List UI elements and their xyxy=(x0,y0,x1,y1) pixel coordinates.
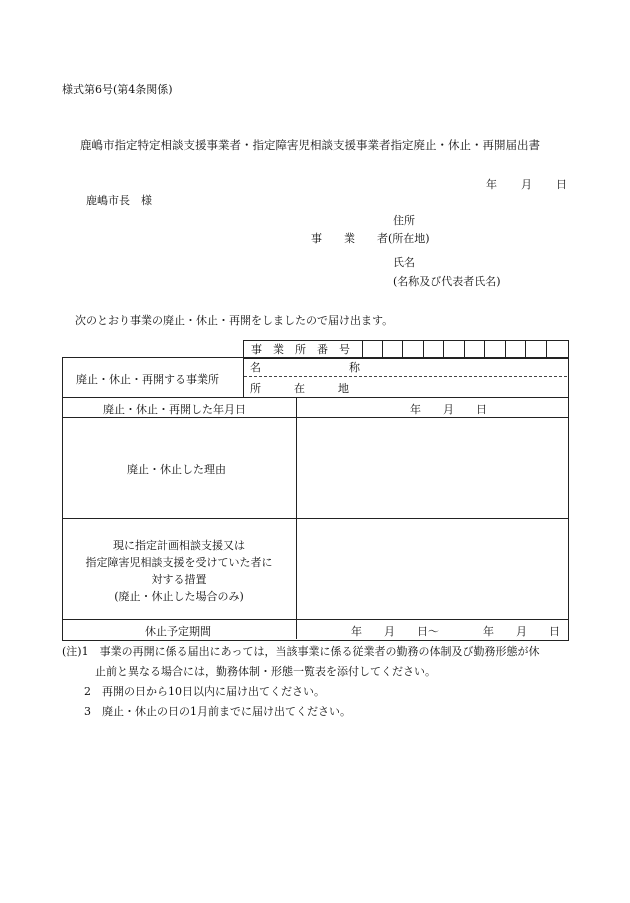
business-number-label: 事 業 所 番 号 xyxy=(251,343,350,356)
measures-line: 指定障害児相談支援を受けていた者に xyxy=(85,556,273,569)
addressee: 鹿嶋市長 様 xyxy=(86,194,152,207)
name-note: (名称及び代表者氏名) xyxy=(393,275,501,288)
submission-date xyxy=(486,176,567,192)
month-label: 月 xyxy=(521,178,532,191)
form-title: 鹿嶋市指定特定相談支援事業者・指定障害児相談支援事業者指定廃止・休止・再開届出書 xyxy=(80,138,540,152)
measures-line: 対する措置 xyxy=(151,573,207,586)
year-label: 年 xyxy=(486,178,497,191)
day-label: 日 xyxy=(556,178,567,191)
address-label: 住所 xyxy=(393,214,415,227)
note-line: 3 廃止・休止の日の1月前までに届け出てください。 xyxy=(62,705,351,718)
measures-line: (廃止・休止した場合のみ) xyxy=(114,590,244,603)
change-date-label: 廃止・休止・再開した年月日 xyxy=(103,403,246,416)
note-line: 2 再開の日から10日以内に届け出てください。 xyxy=(62,685,325,698)
notes xyxy=(62,642,539,722)
suspension-period-label: 休止予定期間 xyxy=(145,625,211,638)
business-operator-label: 事 業 者(所在地) xyxy=(311,232,430,245)
measures-line: 現に指定計画相談支援又は xyxy=(113,539,245,552)
intro-text: 次のとおり事業の廃止・休止・再開をしましたので届け出ます。 xyxy=(75,314,394,327)
reason-label: 廃止・休止した理由 xyxy=(127,463,226,476)
business-section-label: 廃止・休止・再開する事業所 xyxy=(76,373,219,386)
note-line: 止前と異なる場合には，勤務体制・形態一覧表を添付してください。 xyxy=(62,665,436,678)
note-line: (注)1 事業の再開に係る届出にあっては，当該事業に係る従業者の勤務の体制及び勤務形態が休 xyxy=(62,645,540,658)
measures-label xyxy=(62,537,296,605)
business-name-label: 名 称 xyxy=(250,361,360,374)
change-date-value: 年 月 日 xyxy=(410,403,487,416)
name-label: 氏名 xyxy=(393,256,415,269)
form-number: 様式第6号(第4条関係) xyxy=(62,83,173,96)
suspension-period-value: 年 月 日〜 年 月 日 xyxy=(351,625,560,638)
business-location-label: 所 在 地 xyxy=(250,382,349,395)
